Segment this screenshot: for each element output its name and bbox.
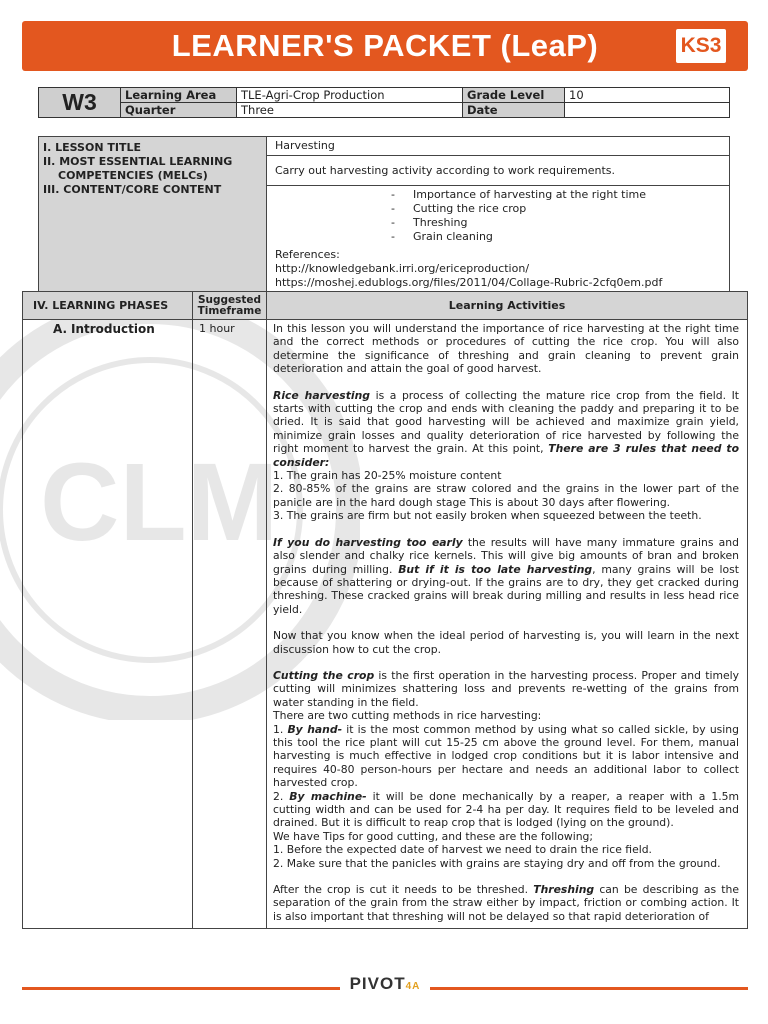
tip-item: 2. Make sure that the panicles with grains are staying dry and off from the ground. bbox=[273, 856, 721, 870]
melc-label-line2: COMPETENCIES (MELCs) bbox=[58, 169, 208, 182]
term-cutting-crop: Cutting the crop bbox=[273, 668, 375, 682]
intro-paragraph: In this lesson you will understand the importance of rice harvesting at the right time and the correct methods or procedures of cutting the rice crop. You will also determine the significance of threshing and grain cleaning to prevent grain deterioration and attain the goal of good harvest. bbox=[273, 322, 739, 376]
melc-label-line1: II. MOST ESSENTIAL LEARNING bbox=[43, 155, 233, 168]
too-late-text: , many grains will be lost because of shattering or drying-out. If the grains are to dry, they get cracked during threshing. These cracked grains will break during milling and results in less head rice yield. bbox=[273, 562, 740, 616]
learning-area-label: Learning Area bbox=[121, 88, 237, 103]
activities-header: Learning Activities bbox=[267, 292, 748, 320]
quarter-label: Quarter bbox=[121, 103, 237, 118]
lesson-labels bbox=[39, 137, 267, 293]
pivot-logo-accent: 4A bbox=[405, 981, 421, 992]
rules-emphasis: There are 3 rules that need to consider: bbox=[273, 442, 739, 469]
term-rice-harvesting: Rice harvesting bbox=[273, 388, 370, 402]
pivot-logo bbox=[340, 974, 430, 994]
lesson-title-value: Harvesting bbox=[267, 137, 730, 156]
references-label: References: bbox=[275, 248, 340, 261]
lesson-title-label: I. LESSON TITLE bbox=[43, 141, 141, 154]
reference-link[interactable]: http://knowledgebank.irri.org/ericeproduction/ bbox=[275, 262, 530, 275]
method-by-machine bbox=[273, 790, 739, 830]
rice-harvesting-paragraph bbox=[273, 389, 739, 469]
tips-intro: We have Tips for good cutting, and these are the following; bbox=[273, 829, 594, 843]
content-item: - Grain cleaning bbox=[391, 230, 721, 244]
footer-rule-left bbox=[22, 987, 340, 990]
by-machine-text: it will be done mechanically by a reaper, a reaper with a 1.5m cutting width and can be used for 2-4 ha per day. It requires field to be leveled and drained. But it is difficult to reap crop that is lodged (lying on the ground). bbox=[273, 789, 740, 830]
content-item: - Threshing bbox=[391, 216, 721, 230]
timeframe-value: 1 hour bbox=[193, 320, 267, 929]
rule-item: 1. The grain has 20-25% moisture content bbox=[273, 469, 502, 483]
phase-letter: A. bbox=[53, 322, 68, 336]
term-too-early: If you do harvesting too early bbox=[273, 535, 463, 549]
method-by-hand bbox=[273, 723, 739, 790]
references bbox=[275, 248, 721, 290]
rice-harvesting-text: is a process of collecting the mature rice crop from the field. It starts with cutting the crop and ends with cleaning the paddy and preparing it to be dried. It is said that good harvesting will be achieved and maximize grain yield, minimize grain losses and quality deterioration of rice harvested by following the right moment to harvest the grain. At this point, bbox=[273, 388, 739, 456]
transition-paragraph: Now that you know when the ideal period of harvesting is, you will learn in the next discussion how to cut the crop. bbox=[273, 629, 739, 656]
date-value bbox=[565, 103, 730, 118]
footer-rule-right bbox=[430, 987, 748, 990]
quarter-value: Three bbox=[237, 103, 463, 118]
content-cell bbox=[267, 186, 730, 293]
key-stage-badge bbox=[676, 29, 726, 63]
timeframe-header-line1: Suggested bbox=[197, 293, 262, 306]
cutting-paragraph bbox=[273, 669, 739, 709]
term-too-late: But if it is too late harvesting bbox=[398, 562, 593, 576]
term-threshing: Threshing bbox=[533, 883, 595, 897]
methods-intro: There are two cutting methods in rice harvesting: bbox=[273, 709, 542, 723]
too-early-text: the results will have many immature grains and also slender and chalky rice kernels. This will give big amounts of bran and broken grains during milling. bbox=[273, 535, 739, 576]
header-banner bbox=[22, 21, 748, 71]
method-number: 2. bbox=[273, 789, 290, 803]
timeframe-header bbox=[193, 292, 267, 320]
activities-text bbox=[267, 320, 747, 928]
week-label: W3 bbox=[39, 88, 121, 118]
method-number: 1. bbox=[273, 722, 288, 736]
reference-link[interactable]: https://moshej.edublogs.org/files/2011/04/Collage-Rubric-2cfq0em.pdf bbox=[275, 276, 663, 289]
by-hand-text: it is the most common method by using what so called sickle, by using this tool the rice plant will cut 15-25 cm above the ground level. For them, manual harvesting is much effective in lodged crop conditions but it is labor intensive and requires 40-80 person-hours per hectare and needs an additional labor to collect harvested crop. bbox=[273, 722, 739, 790]
melc-value: Carry out harvesting activity according to work requirements. bbox=[267, 156, 730, 186]
content-label: III. CONTENT/CORE CONTENT bbox=[43, 183, 222, 196]
packet-title: LEARNER'S PACKET (LeaP) bbox=[171, 28, 599, 63]
timing-paragraph bbox=[273, 536, 739, 616]
phase-cell bbox=[23, 320, 193, 929]
grade-level-value: 10 bbox=[565, 88, 730, 103]
content-list bbox=[275, 188, 721, 244]
lesson-table bbox=[38, 136, 730, 293]
threshing-text-2: can be describing as the separation of the grain from the straw either by impact, friction or combing action. It is also important that threshing will not be delayed so that rapid deterioration of bbox=[273, 883, 739, 923]
threshing-text-1: After the crop is cut it needs to be threshed. bbox=[273, 883, 534, 897]
pivot-logo-text: PIVOT bbox=[349, 974, 406, 993]
info-table bbox=[38, 87, 730, 118]
phase-title: Introduction bbox=[71, 322, 155, 336]
phases-header: IV. LEARNING PHASES bbox=[23, 292, 193, 320]
learning-phases-table bbox=[22, 291, 748, 929]
term-by-hand: By hand- bbox=[287, 722, 343, 736]
timeframe-header-line2: Timeframe bbox=[197, 304, 262, 317]
cutting-text: is the first operation in the harvesting process. Proper and timely cutting will minimizes shattering loss and prevents re-wetting of the grains from water standing in the field. bbox=[273, 668, 739, 709]
phase-name bbox=[23, 320, 192, 336]
rule-item: 2. 80-85% of the grains are straw colored and the grains in the lower part of the panicle are in the hard dough stage This is about 30 days after flowering. bbox=[273, 482, 739, 509]
grade-level-label: Grade Level bbox=[463, 88, 565, 103]
activities-cell bbox=[267, 320, 748, 929]
svg-text:CLM: CLM bbox=[40, 441, 279, 564]
threshing-paragraph bbox=[273, 883, 739, 923]
tip-item: 1. Before the expected date of harvest we need to drain the rice field. bbox=[273, 843, 652, 857]
content-item: - Cutting the rice crop bbox=[391, 202, 721, 216]
key-stage-label: KS3 bbox=[680, 34, 722, 57]
date-label: Date bbox=[463, 103, 565, 118]
term-by-machine: By machine- bbox=[289, 789, 367, 803]
content-item: - Importance of harvesting at the right time bbox=[391, 188, 721, 202]
rule-item: 3. The grains are firm but not easily broken when squeezed between the teeth. bbox=[273, 509, 702, 523]
learning-area-value: TLE-Agri-Crop Production bbox=[237, 88, 463, 103]
